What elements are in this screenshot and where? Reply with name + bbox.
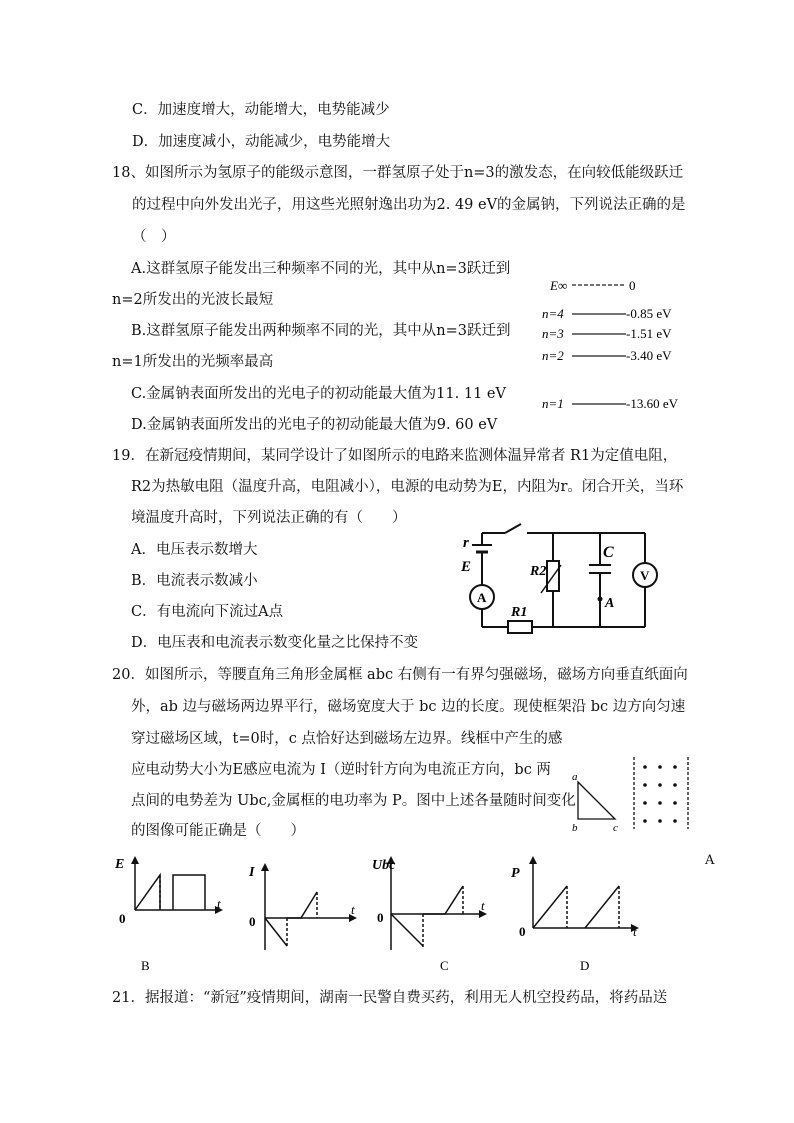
graph-ubc-xlabel: t (481, 898, 485, 913)
q18-option-a-line2: n=2所发出的光波长最短 (112, 292, 274, 308)
graph-e-ylabel: E (115, 857, 125, 872)
circuit-label-r2: R2 (530, 564, 547, 579)
graph-p-xlabel: t (633, 924, 637, 939)
graph-label-c: C (440, 958, 449, 973)
graph-ubc (391, 858, 485, 950)
graph-e-xlabel: t (217, 896, 221, 911)
q19-option-d: D．电压表和电流表示数变化量之比保持不变 (131, 635, 419, 651)
circuit-label-e: E (461, 559, 472, 575)
q18-option-c: C.金属钠表面所发出的光电子的初动能最大值为11. 11 eV (131, 386, 506, 402)
q18-option-b-line1: B.这群氢原子能发出两种频率不同的光，其中从n=3跃迁到 (131, 323, 511, 339)
graph-e (135, 858, 221, 910)
q19-option-b: B．电流表示数减小 (131, 573, 258, 589)
q19-option-a: A．电压表示数增大 (131, 542, 258, 558)
vertex-b-label: b (572, 822, 578, 834)
q17-option-d: D．加速度减小，动能减少，电势能增大 (132, 134, 391, 150)
q20-stem-line4: 应电动势大小为E感应电流为 I（逆时针方向为电流正方向，bc 两 (131, 762, 551, 778)
q18-option-d: D.金属钠表面所发出的光电子的初动能最大值为9. 60 eV (131, 417, 498, 433)
graph-i (265, 865, 355, 950)
level-n1-value: -13.60 eV (626, 396, 678, 411)
q18-option-a-line1: A.这群氢原子能发出三种频率不同的光，其中从n=3跃迁到 (131, 261, 511, 277)
level-inf-label: E∞ (550, 278, 568, 293)
graph-i-origin: 0 (249, 914, 256, 929)
q21-stem-line1: 21．据报道：“新冠”疫情期间，湖南一民警自费买药，利用无人机空投药品，将药品送 (112, 990, 668, 1006)
q20-stem-line1: 20．如图所示，等腰直角三角形金属框 abc 右侧有一有界匀强磁场，磁场方向垂直纸面向 (112, 667, 688, 683)
q20-stem-line3: 穿过磁场区域，t=0时，c 点恰好达到磁场左边界。线框中产生的感 (131, 731, 563, 747)
q18-stem-line2: 的过程中向外发出光子，用这些光照射逸出功为2. 49 eV的金属钠，下列说法正确的是 (132, 197, 686, 213)
level-inf-value: 0 (629, 278, 636, 293)
ammeter-label: A (477, 590, 487, 605)
graph-p-ylabel: P (511, 866, 520, 881)
circuit-label-c: C (603, 544, 614, 561)
circuit-label-r1: R1 (511, 605, 528, 620)
graph-e-origin: 0 (119, 911, 126, 926)
level-n3-label: n=3 (542, 326, 564, 341)
point-a-dot (598, 597, 603, 602)
graph-p (533, 858, 637, 928)
option-graphs (105, 850, 655, 975)
graph-label-d: D (580, 958, 590, 973)
triangle-field-figure (565, 755, 700, 835)
q20-stray-answer-a: A (705, 853, 715, 868)
q18-option-b-line2: n=1所发出的光频率最高 (112, 354, 274, 370)
level-n1-label: n=1 (542, 396, 564, 411)
graph-ubc-origin: 0 (377, 910, 384, 925)
q19-stem-line1: 19．在新冠疫情期间，某同学设计了如图所示的电路来监测体温异常者 R1为定值电阻， (112, 448, 678, 464)
field-dots (643, 765, 677, 823)
q19-option-c: C．有电流向下流过A点 (131, 604, 284, 620)
triangle-frame (578, 782, 615, 819)
voltmeter-label: V (640, 568, 650, 583)
level-n2-value: -3.40 eV (626, 348, 672, 363)
level-n4-value: -0.85 eV (626, 306, 672, 321)
q20-stem-line6: 的图像可能正确是（ ） (131, 823, 305, 839)
circuit-label-r: r (463, 535, 469, 551)
graph-p-origin: 0 (519, 924, 526, 939)
vertex-c-label: c (613, 822, 618, 834)
graph-i-ylabel: I (249, 865, 255, 880)
r1-resistor-icon (508, 621, 532, 633)
q20-stem-line2: 外，ab 边与磁场两边界平行，磁场宽度大于 bc 边的长度。现使框架沿 bc 边方向匀速 (131, 699, 686, 715)
level-n2-label: n=2 (542, 348, 564, 363)
level-n4-label: n=4 (542, 306, 564, 321)
q19-stem-line2: R2为热敏电阻（温度升高，电阻减小），电源的电动势为E，内阻为r。闭合开关，当环 (131, 479, 684, 495)
q17-option-c: C．加速度增大，动能增大，电势能减少 (132, 102, 390, 118)
graph-i-xlabel: t (351, 902, 355, 917)
circuit-diagram (455, 515, 665, 640)
graph-label-b: B (141, 958, 150, 973)
q19-stem-line3: 境温度升高时，下列说法正确的有（ ） (131, 510, 407, 526)
circuit-label-point-a: A (605, 596, 615, 611)
q18-stem-line1: 18、如图所示为氢原子的能级示意图，一群氢原子处于n=3的激发态，在向较低能级跃迁 (112, 165, 684, 181)
graph-ubc-ylabel: Ubc (372, 858, 396, 873)
switch-blade (505, 524, 521, 533)
q20-stem-line5: 点间的电势差为 Ubc,金属框的电功率为 P。图中上述各量随时间变化 (131, 793, 576, 809)
q18-paren: （ ） (132, 229, 176, 245)
level-n3-value: -1.51 eV (626, 326, 672, 341)
vertex-a-label: a (572, 771, 578, 783)
energy-level-diagram (536, 270, 696, 416)
